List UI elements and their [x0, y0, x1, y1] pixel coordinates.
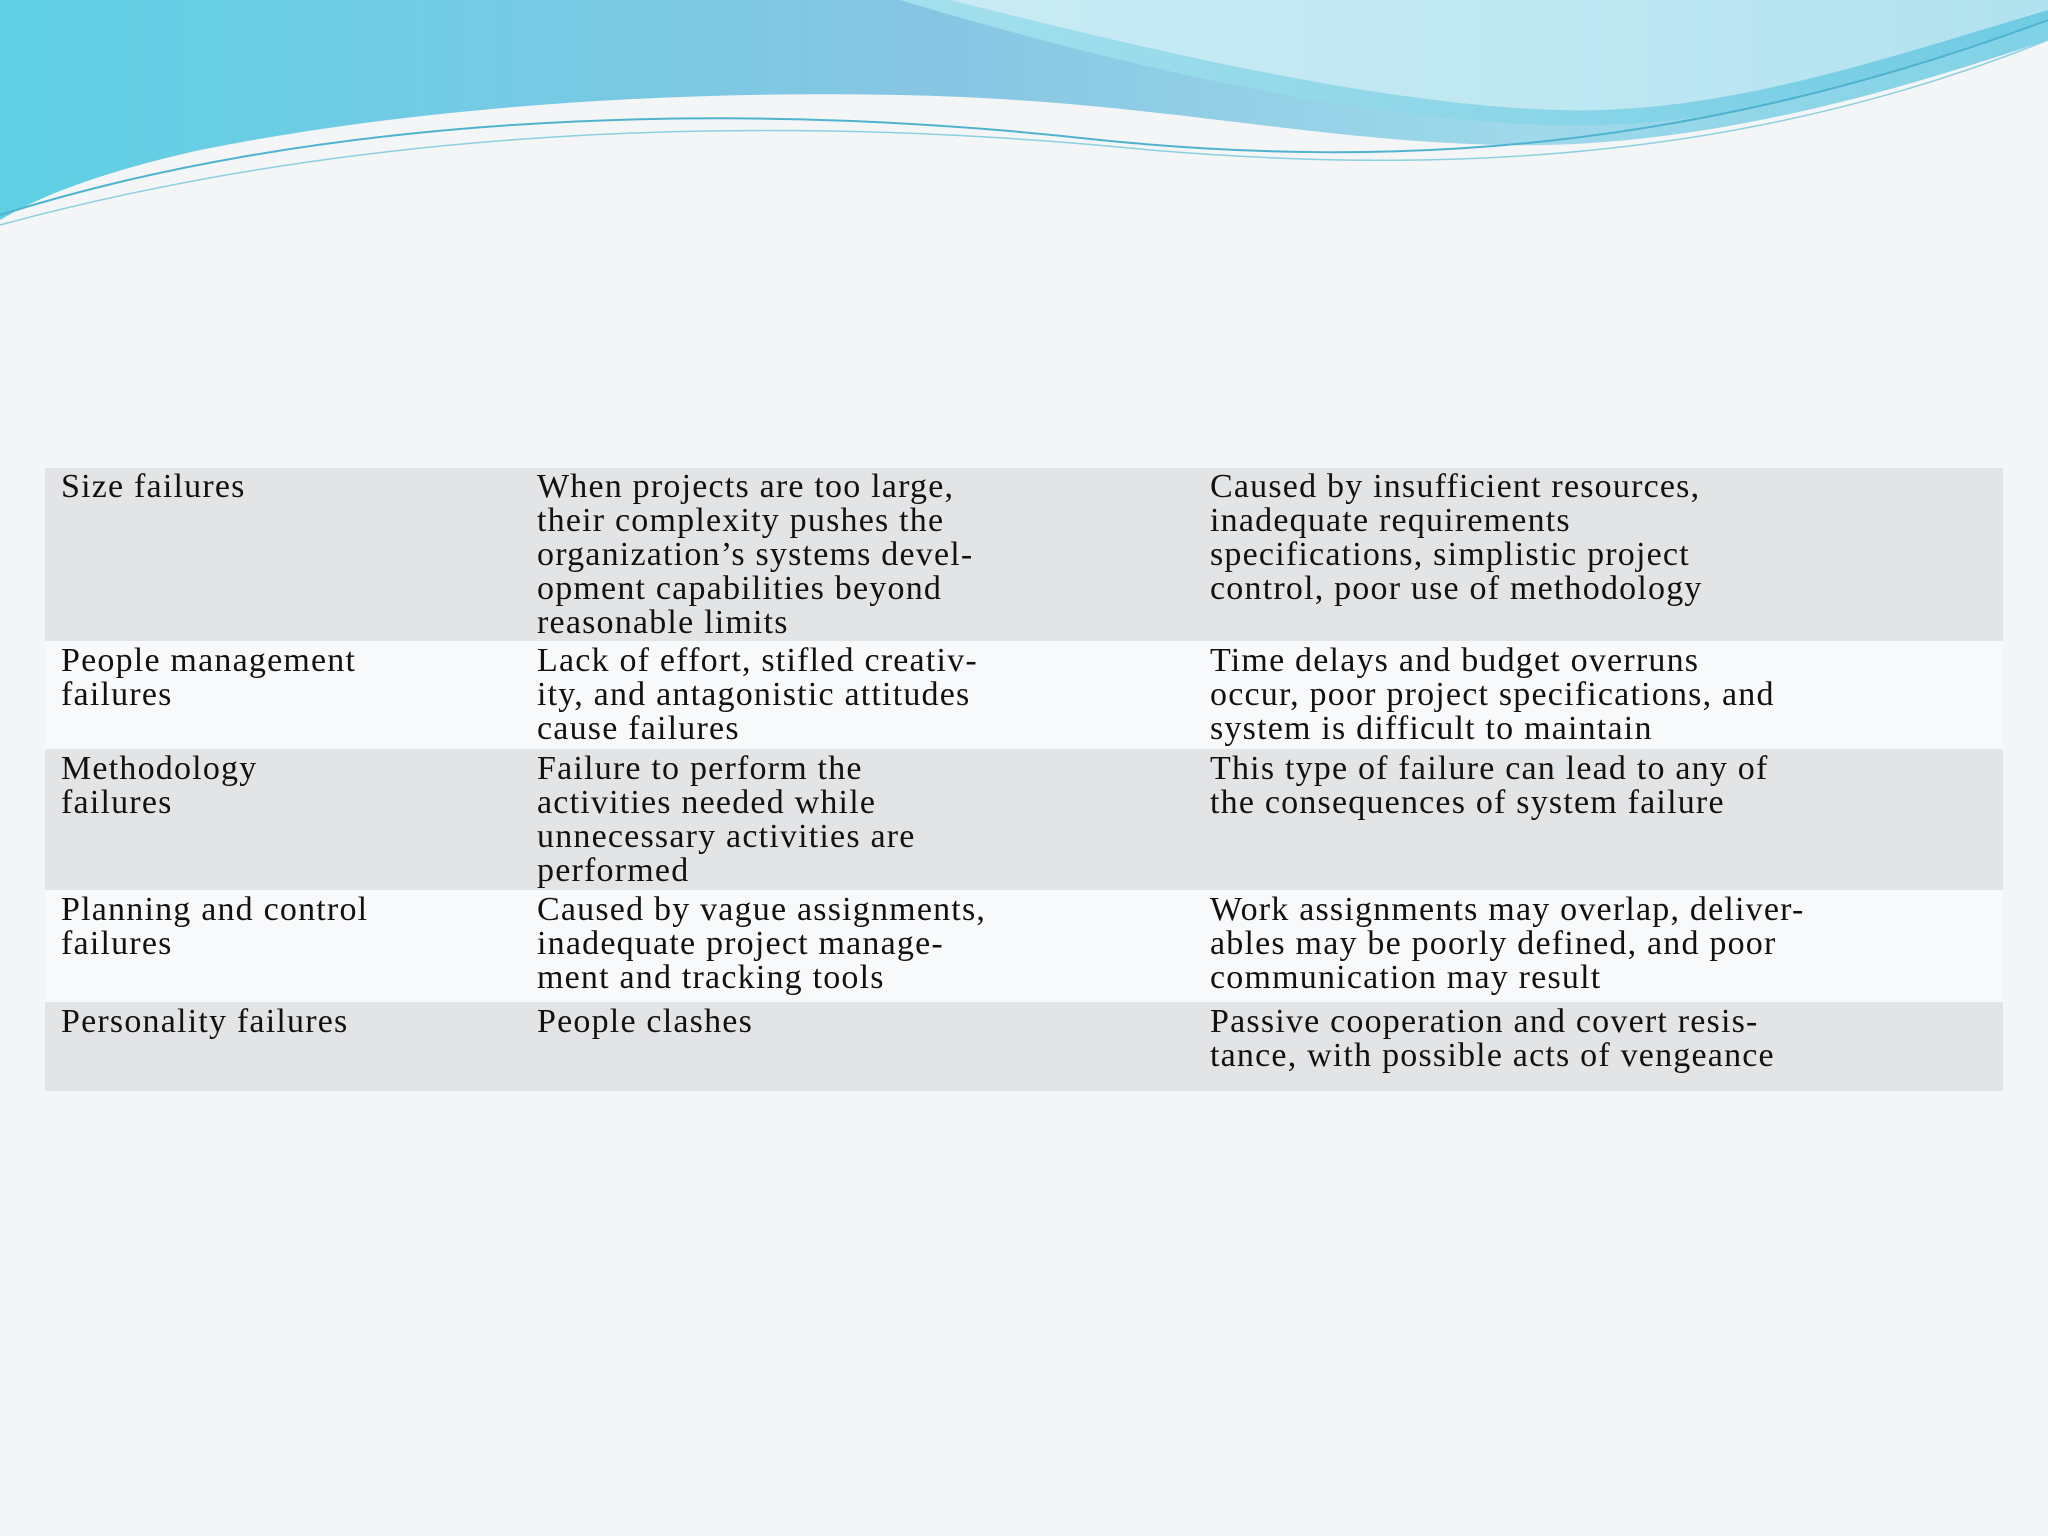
table-row [45, 468, 2003, 641]
table-row [45, 641, 2003, 749]
failure-types-table [45, 468, 2003, 1091]
consequence-cell: Caused by insufficient resources, inadequate requirements specifications, simplistic project control, poor use of methodology [1206, 468, 2003, 641]
description-cell: Caused by vague assignments, inadequate project manage- ment and tracking tools [533, 890, 1206, 1002]
consequence-cell: Passive cooperation and covert resis- tance, with possible acts of vengeance [1206, 1002, 2003, 1091]
description-cell: People clashes [533, 1002, 1206, 1091]
consequence-cell: This type of failure can lead to any of the consequences of system failure [1206, 749, 2003, 890]
consequence-cell: Time delays and budget overruns occur, poor project specifications, and system is difficult to maintain [1206, 641, 2003, 749]
failure-type-cell: Personality failures [45, 1002, 533, 1091]
header-wave-decoration [0, 0, 2048, 240]
table-row [45, 749, 2003, 890]
description-cell: Lack of effort, stifled creativ- ity, and antagonistic attitudes cause failures [533, 641, 1206, 749]
consequence-cell: Work assignments may overlap, deliver- ables may be poorly defined, and poor communication may result [1206, 890, 2003, 1002]
failure-type-cell: Size failures [45, 468, 533, 641]
table-row [45, 890, 2003, 1002]
failure-types-table-container [45, 468, 2003, 1091]
description-cell: Failure to perform the activities needed while unnecessary activities are performed [533, 749, 1206, 890]
failure-type-cell: People management failures [45, 641, 533, 749]
failure-type-cell: Methodology failures [45, 749, 533, 890]
table-row [45, 1002, 2003, 1091]
description-cell: When projects are too large, their complexity pushes the organization’s systems devel- opment capabilities beyond reasonable limits [533, 468, 1206, 641]
failure-type-cell: Planning and control failures [45, 890, 533, 1002]
